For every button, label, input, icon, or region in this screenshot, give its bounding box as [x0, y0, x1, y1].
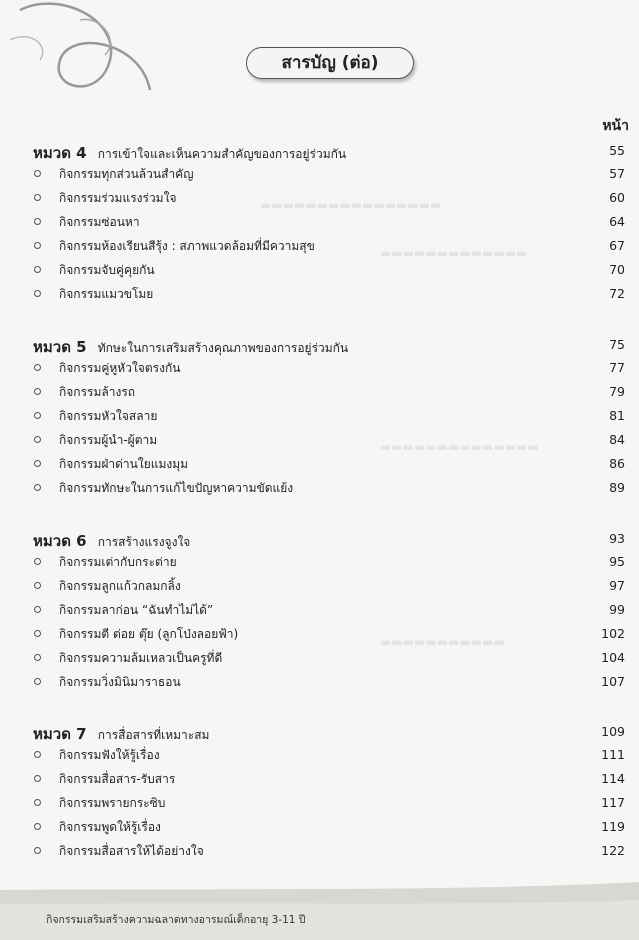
circle-bullet-icon: [34, 460, 41, 467]
item-page: 114: [601, 771, 625, 786]
item-page: 122: [601, 843, 625, 858]
toc-item[interactable]: [33, 768, 627, 792]
section-label: หมวด 5: [33, 338, 87, 356]
item-page: 70: [609, 262, 625, 277]
toc-section-7: [33, 722, 627, 864]
section-title: ทักษะในการเสริมสร้างคุณภาพของการอยู่ร่วมกัน: [97, 341, 349, 355]
item-title: กิจกรรมสื่อสาร-รับสาร: [59, 772, 176, 786]
bleed-through-text: ▬▬▬▬▬▬▬▬▬▬▬▬▬▬: [380, 440, 539, 454]
item-title: กิจกรรมคู่หูหัวใจตรงกัน: [59, 361, 181, 375]
item-page: 84: [609, 432, 625, 447]
section-page: 55: [609, 143, 625, 158]
item-title: กิจกรรมซ่อนหา: [59, 215, 140, 229]
circle-bullet-icon: [34, 558, 41, 565]
circle-bullet-icon: [34, 436, 41, 443]
circle-bullet-icon: [34, 218, 41, 225]
circle-bullet-icon: [34, 606, 41, 613]
section-page: 109: [601, 724, 625, 739]
item-title: กิจกรรมความล้มเหลวเป็นครูที่ดี: [59, 651, 223, 665]
item-title: กิจกรรมห้องเรียนสีรุ้ง : สภาพแวดล้อมที่มีความสุข: [59, 239, 315, 253]
item-title: กิจกรรมฝ่าด่านใยแมงมุม: [59, 457, 189, 471]
page-column-label: หน้า: [602, 118, 629, 134]
toc-item[interactable]: [33, 453, 627, 477]
item-page: 77: [609, 360, 625, 375]
circle-bullet-icon: [34, 751, 41, 758]
section-title: การสื่อสารที่เหมาะสม: [97, 728, 210, 742]
item-page: 117: [601, 795, 625, 810]
toc-item[interactable]: [33, 575, 627, 599]
footer-text: กิจกรรมเสริมสร้างความฉลาดทางอารมณ์เด็กอายุ 3-11 ปี: [46, 914, 306, 926]
circle-bullet-icon: [34, 194, 41, 201]
item-title: กิจกรรมร่วมแรงร่วมใจ: [59, 191, 177, 205]
toc-item[interactable]: [33, 163, 627, 187]
item-page: 104: [601, 650, 625, 665]
item-page: 111: [601, 747, 625, 762]
item-title: กิจกรรมพูดให้รู้เรื่อง: [59, 820, 161, 834]
toc-item[interactable]: [33, 792, 627, 816]
item-page: 99: [609, 602, 625, 617]
section-header[interactable]: [33, 722, 627, 744]
circle-bullet-icon: [34, 290, 41, 297]
footer-wave-graphic: [0, 860, 639, 940]
item-title: กิจกรรมสื่อสารให้ได้อย่างใจ: [59, 844, 204, 858]
item-page: 81: [609, 408, 625, 423]
bleed-through-text: ▬▬▬▬▬▬▬▬▬▬▬: [380, 635, 505, 649]
toc-section-4: [33, 141, 627, 307]
section-title: การสร้างแรงจูงใจ: [97, 535, 191, 549]
item-page: 72: [609, 286, 625, 301]
toc-item[interactable]: [33, 187, 627, 211]
toc-item[interactable]: [33, 211, 627, 235]
item-page: 79: [609, 384, 625, 399]
circle-bullet-icon: [34, 388, 41, 395]
item-page: 67: [609, 238, 625, 253]
toc-item[interactable]: [33, 429, 627, 453]
item-title: กิจกรรมจับคู่คุยกัน: [59, 263, 155, 277]
circle-bullet-icon: [34, 484, 41, 491]
section-title: การเข้าใจและเห็นความสำคัญของการอยู่ร่วมกัน: [97, 147, 347, 161]
circle-bullet-icon: [34, 170, 41, 177]
circle-bullet-icon: [34, 412, 41, 419]
item-title: กิจกรรมล้างรถ: [59, 385, 136, 399]
item-page: 97: [609, 578, 625, 593]
item-title: กิจกรรมทุกส่วนล้วนสำคัญ: [59, 167, 194, 181]
item-title: กิจกรรมวิ่งมินิมาราธอน: [59, 675, 181, 689]
section-label: หมวด 6: [33, 532, 87, 550]
item-page: 102: [601, 626, 625, 641]
item-title: กิจกรรมลาก่อน “ฉันทำไม่ได้”: [59, 603, 214, 617]
item-title: กิจกรรมหัวใจสลาย: [59, 409, 158, 423]
toc-item[interactable]: [33, 357, 627, 381]
toc-item[interactable]: [33, 381, 627, 405]
item-page: 95: [609, 554, 625, 569]
toc-item[interactable]: [33, 647, 627, 671]
toc-item[interactable]: [33, 477, 627, 501]
item-page: 64: [609, 214, 625, 229]
circle-bullet-icon: [34, 266, 41, 273]
toc-section-5: [33, 335, 627, 501]
page-title: สารบัญ (ต่อ): [246, 47, 414, 79]
item-title: กิจกรรมตี ต่อย ตุ๊ย (ลูกโป่งลอยฟ้า): [59, 627, 239, 641]
section-page: 75: [609, 337, 625, 352]
section-header[interactable]: [33, 529, 627, 551]
item-title: กิจกรรมพรายกระซิบ: [59, 796, 166, 810]
circle-bullet-icon: [34, 654, 41, 661]
toc-item[interactable]: [33, 816, 627, 840]
bleed-through-text: ▬▬▬▬▬▬▬▬▬▬▬▬▬: [380, 246, 528, 260]
item-title: กิจกรรมลูกแก้วกลมกลิ้ง: [59, 579, 181, 593]
circle-bullet-icon: [34, 799, 41, 806]
decorative-swirl-graphic: [0, 0, 200, 120]
toc-section-6: [33, 529, 627, 695]
toc-item[interactable]: [33, 235, 627, 259]
section-label: หมวด 7: [33, 725, 87, 743]
section-label: หมวด 4: [33, 144, 87, 162]
circle-bullet-icon: [34, 775, 41, 782]
toc-item[interactable]: [33, 283, 627, 307]
circle-bullet-icon: [34, 242, 41, 249]
item-page: 119: [601, 819, 625, 834]
bleed-through-text: ▬▬▬▬▬▬▬▬▬▬▬▬▬▬▬▬: [260, 198, 442, 212]
toc-item[interactable]: [33, 551, 627, 575]
item-title: กิจกรรมทักษะในการแก้ไขปัญหาความขัดแย้ง: [59, 481, 294, 495]
item-title: กิจกรรมผู้นำ-ผู้ตาม: [59, 433, 158, 447]
toc-item[interactable]: [33, 259, 627, 283]
section-page: 93: [609, 531, 625, 546]
circle-bullet-icon: [34, 582, 41, 589]
circle-bullet-icon: [34, 364, 41, 371]
item-page: 89: [609, 480, 625, 495]
toc-item[interactable]: [33, 744, 627, 768]
section-header[interactable]: [33, 335, 627, 357]
item-title: กิจกรรมแมวขโมย: [59, 287, 154, 301]
toc-item[interactable]: [33, 599, 627, 623]
toc-item[interactable]: [33, 671, 627, 695]
section-header[interactable]: [33, 141, 627, 163]
item-title: กิจกรรมฟังให้รู้เรื่อง: [59, 748, 160, 762]
item-page: 57: [609, 166, 625, 181]
item-title: กิจกรรมเต่ากับกระต่าย: [59, 555, 177, 569]
circle-bullet-icon: [34, 630, 41, 637]
circle-bullet-icon: [34, 823, 41, 830]
circle-bullet-icon: [34, 847, 41, 854]
toc-item[interactable]: [33, 623, 627, 647]
item-page: 107: [601, 674, 625, 689]
item-page: 86: [609, 456, 625, 471]
toc-item[interactable]: [33, 405, 627, 429]
item-page: 60: [609, 190, 625, 205]
circle-bullet-icon: [34, 678, 41, 685]
